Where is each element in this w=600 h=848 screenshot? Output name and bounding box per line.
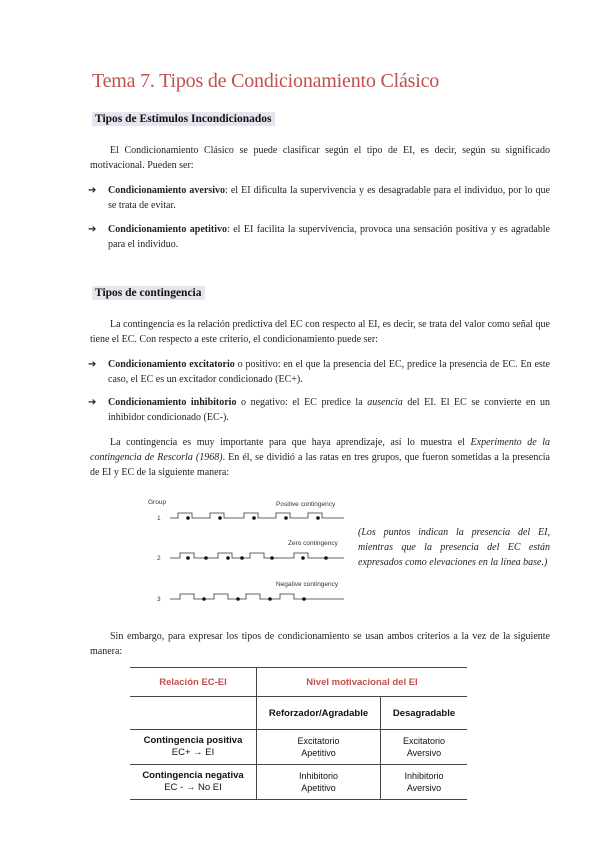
us-dot xyxy=(270,556,274,560)
term-definition-cont: del EI. El EC se convierte en un inhibidor condicionado (EC-). xyxy=(108,397,551,423)
table-col-header: Reforzador/Agradable xyxy=(257,697,381,730)
cell-line: Inhibitorio xyxy=(298,771,339,781)
arrow-right-icon: ➔ xyxy=(88,397,97,408)
term-definition: o positivo: en el que la presencia del EC, predice la presencia de EC. En este caso, el EC es un excitador condicionado (EC+). xyxy=(108,359,550,385)
figure-row-label-3: Negative contingency xyxy=(276,581,339,588)
rescorla-figure xyxy=(148,496,350,606)
emphasis: ausencia xyxy=(367,397,403,408)
row-head-label: Contingencia positiva xyxy=(143,735,243,746)
us-dot xyxy=(301,556,305,560)
term-definition: o negativo: el EC predice la xyxy=(236,397,368,408)
term-definition: : el EI facilita la supervivencia, provoca una sensación positiva y es agradable para el individuo. xyxy=(108,224,550,250)
figure-row-label-2: Zero contingency xyxy=(288,540,338,547)
table-empty-cell xyxy=(130,697,257,730)
experiment-paragraph xyxy=(90,435,550,480)
us-dot xyxy=(218,516,222,520)
table-intro: Sin embargo, para expresar los tipos de condicionamiento se usan ambos criterios a la vez de la siguiente manera: xyxy=(90,631,550,657)
us-dot xyxy=(236,597,240,601)
table-row xyxy=(130,765,467,800)
table-cell xyxy=(257,765,381,800)
row-head-label: Contingencia negativa xyxy=(142,770,244,781)
text-run: La contingencia es muy importante para que haya aprendizaje, así lo muestra el xyxy=(110,437,471,448)
us-dot xyxy=(186,556,190,560)
text-run: . En él, se dividió a las ratas en tres grupos, que fueron sometidas a la presencia de EI y EC de la siguiente manera: xyxy=(90,452,550,478)
arrow-right-icon: ➔ xyxy=(88,224,97,235)
table-span-header: Nivel motivacional del EI xyxy=(257,668,468,697)
trace-row-2 xyxy=(170,553,344,558)
conditioning-table xyxy=(130,667,467,800)
section-heading-contingencia: Tipos de contingencia xyxy=(92,286,205,300)
section-heading-estimulos: Tipos de Estímulos Incondicionados xyxy=(92,112,275,126)
cell-line: Excitatorio xyxy=(297,736,340,746)
term: Condicionamiento aversivo xyxy=(108,185,225,196)
us-dot xyxy=(252,516,256,520)
table-row-header xyxy=(130,730,257,765)
table-corner-header: Relación EC-EI xyxy=(130,668,257,697)
us-dot xyxy=(186,516,190,520)
us-dot xyxy=(302,597,306,601)
page-title: Tema 7. Tipos de Condicionamiento Clásico xyxy=(92,70,440,92)
arrow-right-icon: ➔ xyxy=(88,359,97,370)
table-cell xyxy=(381,730,468,765)
us-dot xyxy=(240,556,244,560)
us-dot xyxy=(284,516,288,520)
figure-row-num-3: 3 xyxy=(157,596,161,603)
term-definition: : el EI dificulta la supervivencia y es desagradable para el individuo, por lo que se trata de evitar. xyxy=(108,185,550,211)
cell-line: Apetitivo xyxy=(301,783,336,793)
cell-line: Inhibitorio xyxy=(404,771,444,781)
cell-line: Aversivo xyxy=(406,748,442,758)
us-dot xyxy=(202,597,206,601)
arrow-right-icon: ➔ xyxy=(88,185,97,196)
figure-caption: (Los puntos indican la presencia del EI, mientras que la presencia del EC están expresados como elevaciones en la línea base.) xyxy=(358,527,550,568)
cell-line: Aversivo xyxy=(406,783,442,793)
us-dot xyxy=(226,556,230,560)
term: Condicionamiento excitatorio xyxy=(108,359,235,370)
table-cell xyxy=(381,765,468,800)
term: Condicionamiento inhibitorio xyxy=(108,397,237,408)
table-cell xyxy=(257,730,381,765)
us-dot xyxy=(324,556,328,560)
section2-intro: La contingencia es la relación predictiva del EC con respecto al EI, es decir, se trata del valor como señal que tiene el EC. Con respecto a este criterio, el condicionamiento puede ser: xyxy=(90,319,550,345)
term: Condicionamiento apetitivo xyxy=(108,224,227,235)
section1-intro: El Condicionamiento Clásico se puede clasificar según el tipo de EI, es decir, según su significado motivacional. Pueden ser: xyxy=(90,145,550,171)
figure-group-label: Group xyxy=(148,499,167,506)
us-dot xyxy=(316,516,320,520)
us-dot xyxy=(204,556,208,560)
row-head-sub: EC - → No EI xyxy=(164,782,222,793)
row-head-sub: EC+ → EI xyxy=(171,747,215,758)
table-col-header: Desagradable xyxy=(381,697,468,730)
trace-row-3 xyxy=(170,594,344,599)
us-dot xyxy=(268,597,272,601)
table-row-header xyxy=(130,765,257,800)
table-row xyxy=(130,730,467,765)
figure-row-num-1: 1 xyxy=(157,515,161,522)
figure-row-label-1: Positive contingency xyxy=(276,501,336,508)
cell-line: Apetitivo xyxy=(301,748,336,758)
experiment-reference: Experimento de la contingencia de Rescorla (1968) xyxy=(90,437,550,463)
figure-row-num-2: 2 xyxy=(157,555,161,562)
cell-line: Excitatorio xyxy=(402,736,446,746)
